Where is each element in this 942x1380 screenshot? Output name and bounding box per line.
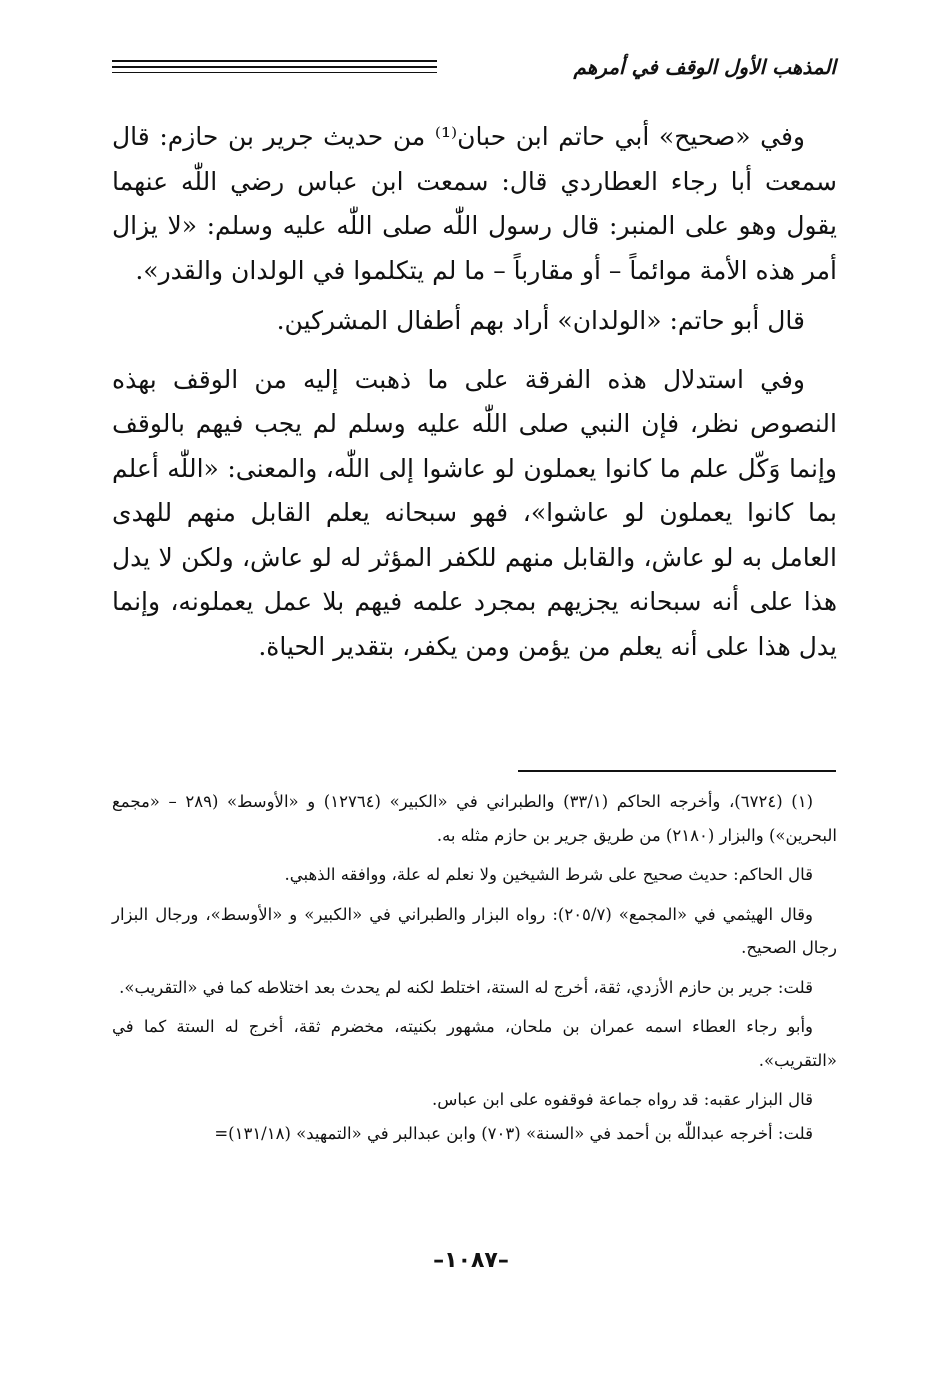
header-title: المذهب الأول الوقف في أمرهم xyxy=(573,55,836,79)
page-number: –١٠٨٧– xyxy=(433,1248,509,1273)
paragraph: قال أبو حاتم: «الولدان» أراد بهم أطفال المشركين. xyxy=(276,306,805,335)
paragraph: وفي «صحيح» أبي حاتم ابن حبان⁽¹⁾ من حديث جرير بن حازم: قال سمعت أبا رجاء العطاردي قال: سمعت ابن عباس رضي اللّٰه عنهما يقول وهو على المنبر: قال رسول اللّٰه صلى اللّٰه عليه وسلم: «لا يزال أمر هذه الأمة موائماً – أو مقارباً – ما لم يتكلموا في الولدان والقدر». xyxy=(112,122,837,285)
header-rules xyxy=(112,52,437,82)
footnote: قلت: جرير بن حازم الأزدي، ثقة، أخرج له الستة، اختلط لكنه لم يحدث بعد اختلاطه كما في «التقريب». xyxy=(119,977,813,997)
paragraph: وفي استدلال هذه الفرقة على ما ذهبت إليه من الوقف بهذه النصوص نظر، فإن النبي صلى اللّٰه عليه وسلم لم يجب فيهم بالوقف وإنما وَكّل علم ما كانوا يعملون لو عاشوا إلى اللّٰه، والمعنى: «اللّٰه أعلم بما كانوا يعملون لو عاشوا»، فهو سبحانه يعلم القابل منهم للهدى العامل به لو عاش، والقابل منهم للكفر المؤثر له لو عاش، ولكن لا يدل هذا على أنه سبحانه يجزيهم بمجرد علمه فيهم بلا عمل يعملونه، وإنما يدل هذا على أنه يعلم من يؤمن ومن يكفر، بتقدير الحياة. xyxy=(112,364,837,661)
footnote: وقال الهيثمي في «المجمع» (٢٠٥/٧): رواه البزار والطبراني في «الكبير» و «الأوسط»، ورجال البزار رجال الصحيح. xyxy=(112,904,837,957)
main-text xyxy=(112,115,837,669)
footnote-divider xyxy=(518,770,836,772)
footnotes xyxy=(112,785,837,1150)
footnote: قلت: أخرجه عبداللّٰه بن أحمد في «السنة» (٧٠٣) وابن عبدالبر في «التمهيد» (١٣١/١٨)= xyxy=(214,1123,813,1143)
footnote: قال البزار عقبه: قد رواه جماعة فوقفوه على ابن عباس. xyxy=(432,1090,813,1109)
running-header xyxy=(112,52,836,82)
footnote: قال الحاكم: حديث صحيح على شرط الشيخين ولا نعلم له علة، ووافقه الذهبي. xyxy=(284,865,813,884)
footnote: (١) (٦٧٢٤)، وأخرجه الحاكم (٣٣/١) والطبراني في «الكبير» (١٢٧٦٤) و «الأوسط» (٢٨٩ – «مجمع البحرين») والبزار (٢١٨٠) من طريق جرير بن حازم مثله به. xyxy=(112,792,837,845)
footnote: وأبو رجاء العطاء اسمه عمران بن ملحان، مشهور بكنيته، مخضرم ثقة، أخرج له الستة كما في «التقريب». xyxy=(112,1017,837,1070)
